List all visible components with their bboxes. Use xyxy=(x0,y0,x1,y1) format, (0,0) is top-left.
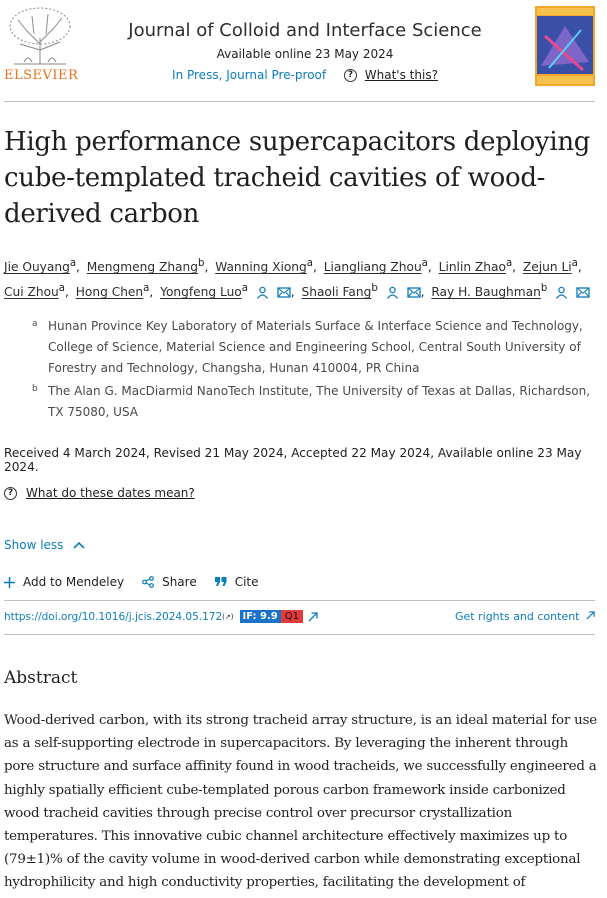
email-icon[interactable] xyxy=(576,287,590,298)
author-name[interactable]: Ray H. Baughman xyxy=(431,285,541,300)
show-less-label: Show less xyxy=(4,538,64,552)
author-8 xyxy=(76,285,150,299)
author-2 xyxy=(87,260,205,274)
author-name[interactable]: Shaoli Fang xyxy=(301,285,372,300)
author-affil-mark[interactable]: a xyxy=(571,258,578,269)
doi-row xyxy=(4,610,318,623)
author-9 xyxy=(160,285,248,299)
doi-bottom-divider xyxy=(4,634,595,635)
share-label: Share xyxy=(162,575,197,589)
person-icon[interactable] xyxy=(386,286,399,299)
author-name[interactable]: Cui Zhou xyxy=(4,285,59,300)
author-affil-mark[interactable]: a xyxy=(69,258,77,269)
doi-flag: (↗) xyxy=(222,612,234,621)
author-11 xyxy=(431,285,547,299)
author-affil-mark[interactable]: a xyxy=(421,258,428,269)
doi-top-divider xyxy=(4,600,595,601)
abstract-heading: Abstract xyxy=(4,668,78,688)
author-list: Jie Ouyang$^a$, Mengmeng Zhang$^b$, Wanning Xiong$^a$, Liangliang Zhou$^a$, Linlin Zhao$^a$, Zejun Li$^a$, Cui Zhou$^a$, Hong Chen$^a$, Yongfeng Luo$^a$ , Shaoli Fang$^b$ , Ray H. Baughman$^b$ xyxy=(4,253,599,303)
author-name[interactable]: Wanning Xiong xyxy=(215,260,307,275)
show-less-toggle[interactable] xyxy=(4,538,85,552)
elsevier-wordmark: ELSEVIER xyxy=(4,68,79,83)
article-actions xyxy=(4,575,259,589)
author-name[interactable]: Zejun Li xyxy=(522,260,572,275)
whats-this-link[interactable]: What's this? xyxy=(364,68,438,82)
author-affil-mark[interactable]: b xyxy=(371,283,378,295)
author-affil-mark[interactable]: b xyxy=(540,283,548,295)
author-name[interactable]: Jie Ouyang xyxy=(4,260,70,275)
add-to-mendeley-button[interactable] xyxy=(4,575,124,589)
article-status-link[interactable]: In Press, Journal Pre-proof xyxy=(172,68,327,82)
journal-title[interactable]: Journal of Colloid and Interface Science xyxy=(128,20,482,41)
available-online-date: Available online 23 May 2024 xyxy=(216,47,394,61)
dates-help-row xyxy=(4,486,195,500)
plus-icon xyxy=(4,577,15,588)
author-1 xyxy=(4,260,76,274)
abstract-text: Wood-derived carbon, with its strong tracheid array structure, is an ideal material for use as a self-supporting electrode in supercapacitors. By leveraging the inherent through pore structure and surface affinity found in wood tracheids, we successfully engineered a highly spatially efficient cube-templated porous carbon framework inside carbonized wood tracheid cavities through precise control over precursor crystallization temperatures. This innovative cubic channel architecture effectively maximizes up to (79±1)% of the cavity volume in wood-derived carbon while demonstrating exceptional hydrophilicity and high conductivity properties, facilitating the development of xyxy=(4,713,597,891)
author-affil-mark[interactable]: a xyxy=(306,258,313,269)
author-name[interactable]: Linlin Zhao xyxy=(438,260,506,275)
affiliation-b xyxy=(32,381,602,423)
rights-label: Get rights and content xyxy=(455,610,580,623)
article-dates: Received 4 March 2024, Revised 21 May 2024, Accepted 22 May 2024, Available online 23 May 2024. xyxy=(4,446,582,474)
author-7 xyxy=(4,285,65,299)
external-link-icon[interactable] xyxy=(308,612,318,622)
email-icon[interactable] xyxy=(407,287,421,298)
author-4 xyxy=(324,260,428,274)
cite-button[interactable] xyxy=(215,575,259,589)
share-icon xyxy=(142,576,154,588)
author-name[interactable]: Liangliang Zhou xyxy=(323,260,422,275)
email-icon[interactable] xyxy=(277,287,291,298)
article-status-row xyxy=(80,68,530,82)
quartile-badge: Q1 xyxy=(281,610,303,623)
doi-link[interactable]: https://doi.org/10.1016/j.jcis.2024.05.172 xyxy=(4,610,223,623)
author-affil-mark[interactable]: a xyxy=(58,283,65,295)
quote-icon xyxy=(215,577,227,587)
affiliation-text: The Alan G. MacDiarmid NanoTech Institute, The University of Texas at Dallas, Richardson, TX 75080, USA xyxy=(48,384,591,419)
author-name[interactable]: Mengmeng Zhang xyxy=(86,260,198,275)
affiliation-a xyxy=(32,316,602,379)
question-icon[interactable]: ? xyxy=(4,487,17,500)
affiliation-mark: a xyxy=(32,319,38,329)
author-affil-mark[interactable]: b xyxy=(197,258,205,269)
author-affil-mark[interactable]: a xyxy=(241,283,248,295)
affiliation-text: Hunan Province Key Laboratory of Materials Surface & Interface Science and Technology, College of Science, Material Science and Engineering School, Central South University of Forestry and Technology, Changsha, Hunan 410004, PR China xyxy=(48,319,583,375)
author-10 xyxy=(302,285,378,299)
share-button[interactable] xyxy=(142,575,197,589)
author-affil-mark[interactable]: a xyxy=(143,283,150,295)
article-header xyxy=(0,0,607,101)
person-icon[interactable] xyxy=(256,286,269,299)
article-title: High performance supercapacitors deploying cube-templated tracheid cavities of wood-derived carbon xyxy=(4,127,591,229)
get-rights-link[interactable] xyxy=(455,610,595,623)
author-6 xyxy=(523,260,578,274)
journal-cover-image[interactable] xyxy=(535,6,595,86)
dates-help-link[interactable]: What do these dates mean? xyxy=(26,486,195,500)
author-5 xyxy=(439,260,513,274)
author-name[interactable]: Yongfeng Luo xyxy=(160,285,242,300)
mendeley-label: Add to Mendeley xyxy=(23,575,125,589)
question-icon[interactable]: ? xyxy=(344,69,357,82)
impact-factor-badge: IF: 9.9 xyxy=(240,610,281,623)
affiliation-mark: b xyxy=(32,384,38,394)
author-name[interactable]: Hong Chen xyxy=(75,285,144,300)
author-3 xyxy=(215,260,313,274)
person-icon[interactable] xyxy=(555,286,568,299)
cite-label: Cite xyxy=(234,575,259,589)
author-affil-mark[interactable]: a xyxy=(505,258,513,269)
header-divider xyxy=(4,101,595,102)
external-link-icon xyxy=(586,611,595,620)
chevron-up-icon xyxy=(73,541,85,549)
